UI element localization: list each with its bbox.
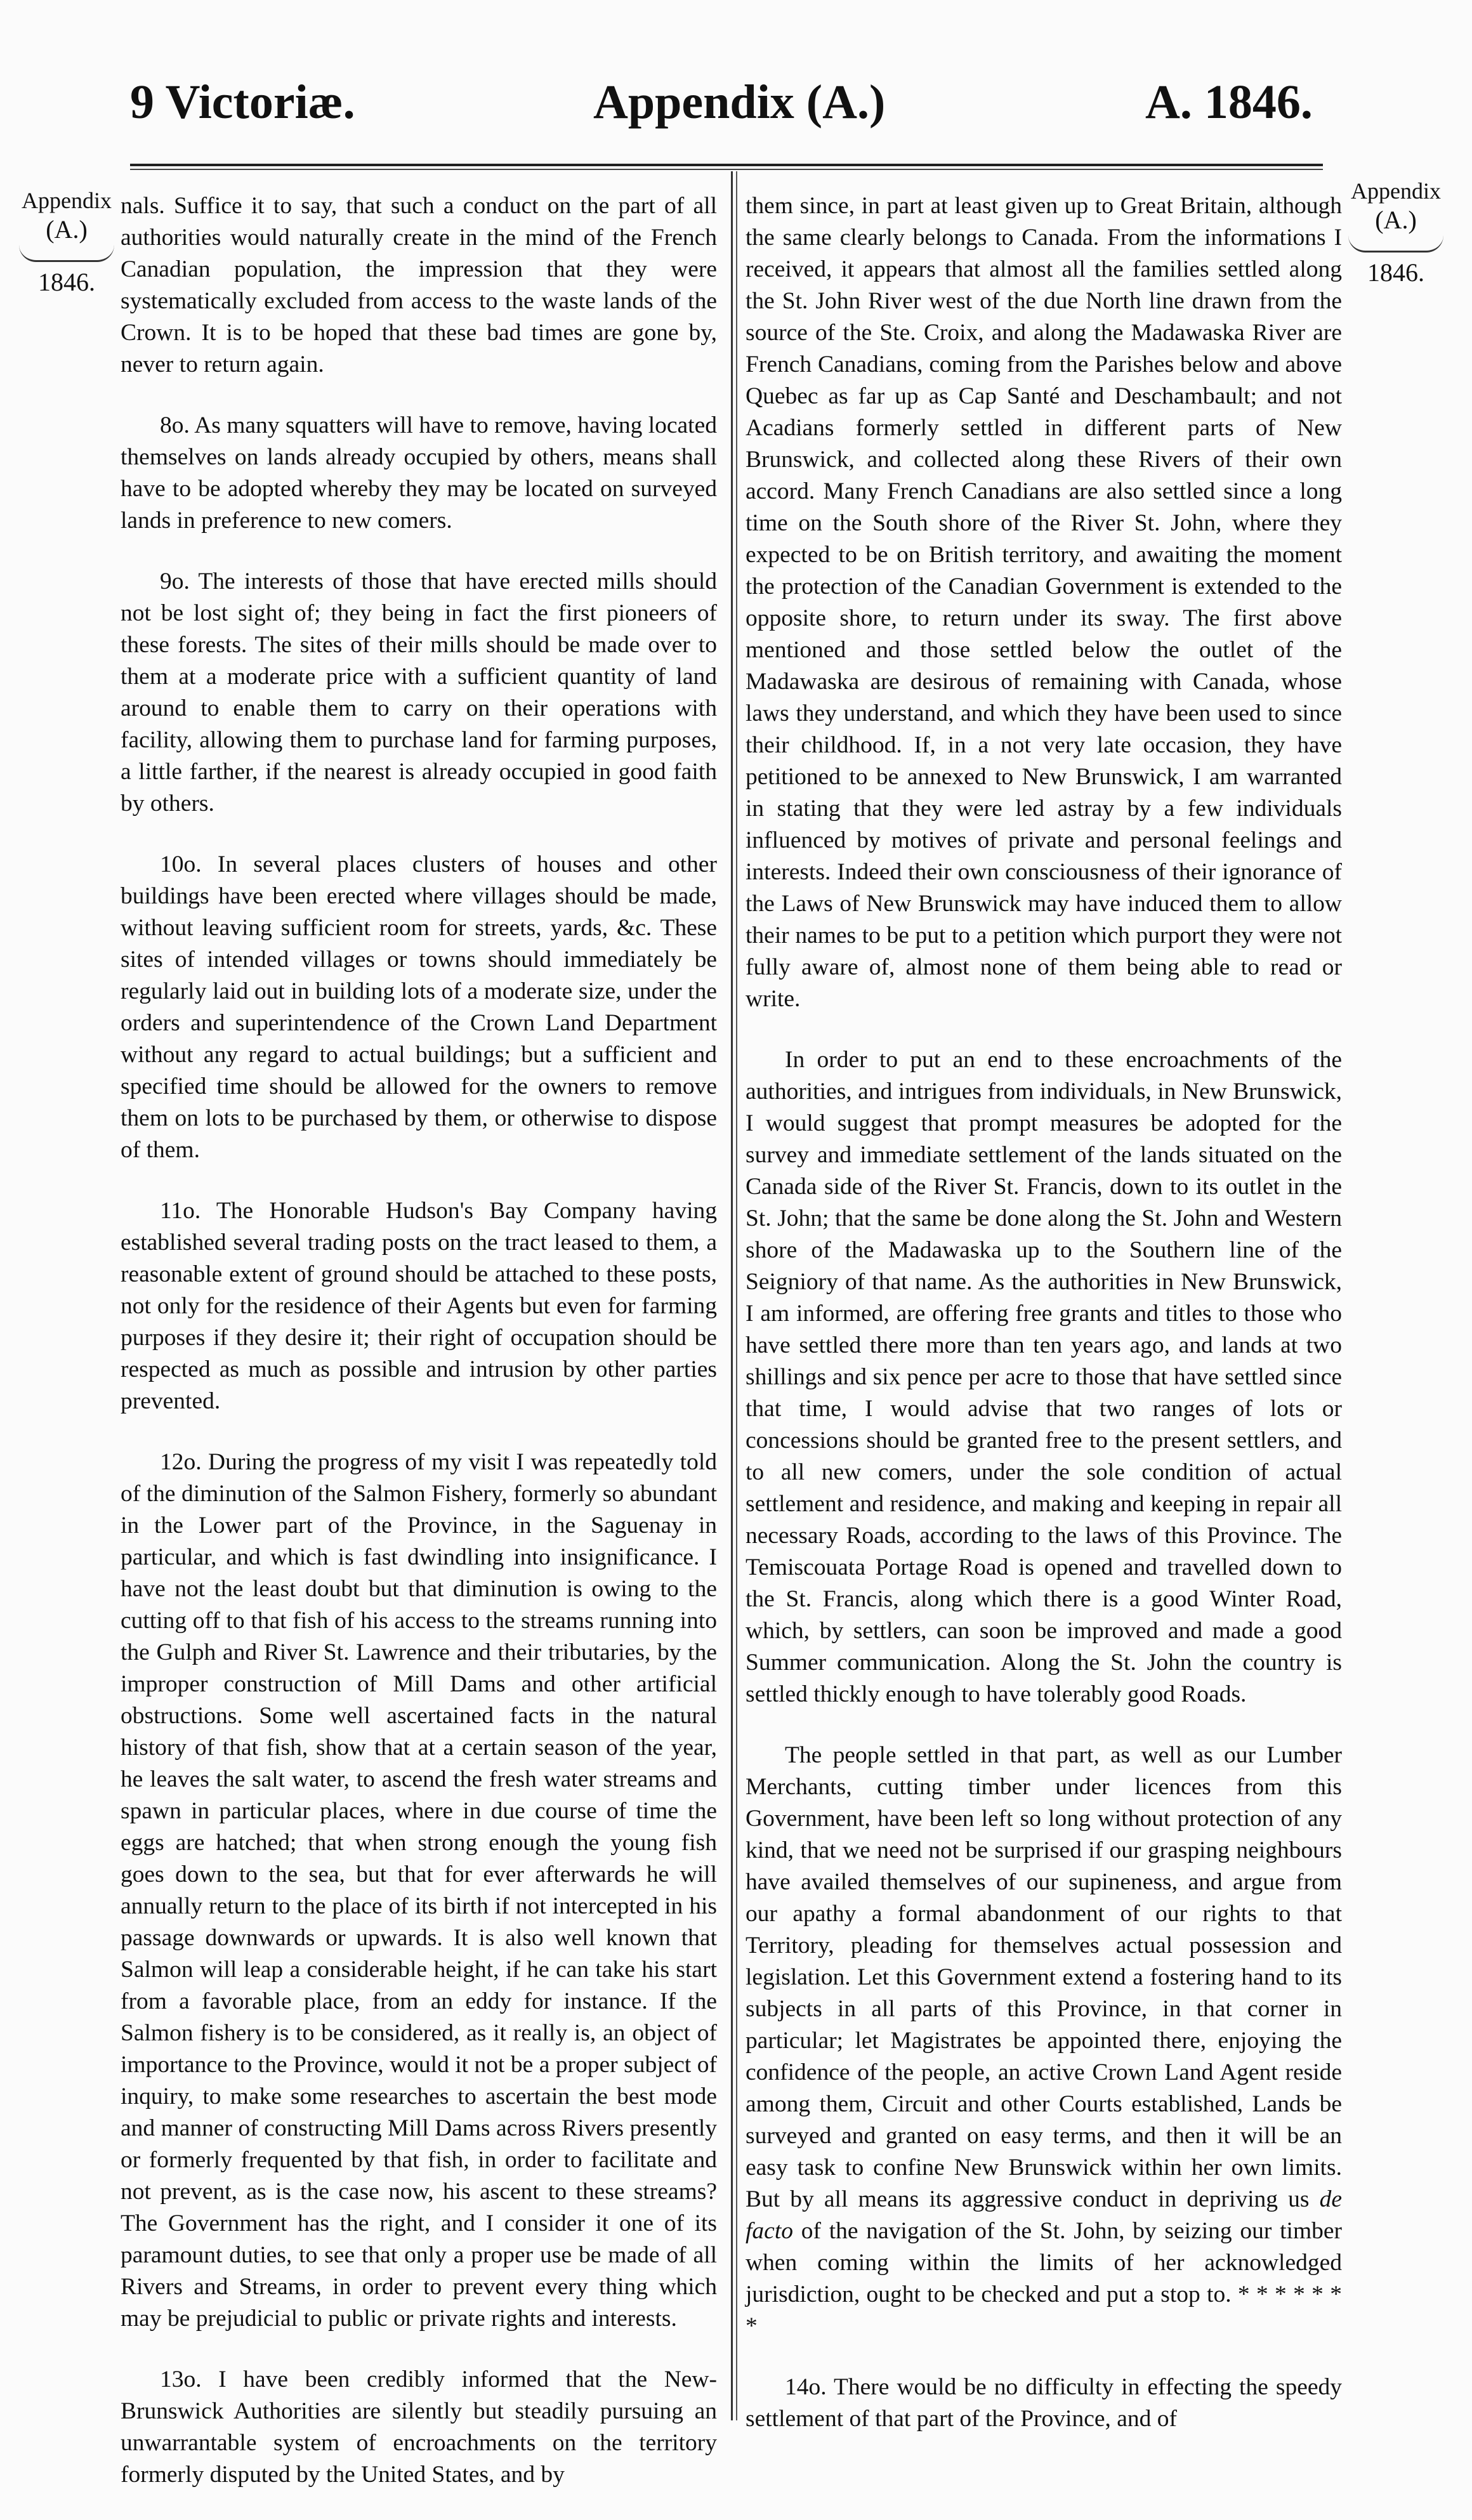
paragraph bbox=[746, 1740, 1342, 2342]
margin-note-right bbox=[1342, 178, 1450, 288]
left-column bbox=[121, 190, 717, 2520]
margin-note-appendix: Appendix bbox=[1351, 178, 1441, 204]
header-rule bbox=[130, 164, 1323, 166]
paragraph: 11o. The Honorable Hudson's Bay Company having established several trading posts on the tract leased to them, a reasonable extent of ground should be attached to these posts, not only for the residence of their Agents but even for farming purposes if they desire it; their right of occupation should be respected as much as possible and intrusion by other parties prevented. bbox=[121, 1198, 717, 1414]
margin-note-year: 1846. bbox=[38, 268, 95, 297]
column-divider bbox=[731, 171, 733, 2420]
paragraph: nals. Suffice it to say, that such a conduct on the part of all authorities would naturally create in the mind of the French Canadian population, the impression that they were systematically excluded from access to the waste lands of the Crown. It is to be hoped that these bad times are gone by, never to return again. bbox=[121, 193, 717, 377]
paragraph: 13o. I have been credibly informed that the New-Brunswick Authorities are silently but steadily pursuing an unwarrantable system of encroachments on the territory formerly disputed by the United States, and by bbox=[121, 2366, 717, 2488]
margin-note-year: 1846. bbox=[1367, 258, 1424, 287]
paragraph: In order to put an end to these encroachments of the authorities, and intrigues from individuals, in New Brunswick, I would suggest that prompt measures be adopted for the survey and immediate settlement of the lands situated on the Canada side of the River St. Francis, down to its outlet in the St. John; that the same be done along the St. John and Western shore of the Madawaska up to the Southern line of the Seigniory of that name. As the authorities in New Brunswick, I am informed, are offering free grants and titles to those who have settled there more than ten years ago, and lands at two shillings and six pence per acre to those that have settled since that time, I would advise that two ranges of lots or concessions should be granted free to the present settlers, and to all new comers, under the sole condition of actual settlement and residence, and making and keeping in repair all necessary Roads, according to the laws of this Province. The Temiscouata Portage Road is opened and travelled down to the St. Francis, along which there is a good Winter Road, which, by settlers, can soon be improved and made a good Summer communication. Along the St. John the country is settled thickly enough to have tolerably good Roads. bbox=[746, 1047, 1342, 1707]
paragraph: them since, in part at least given up to Great Britain, although the same clearly belongs to Canada. From the informations I received, it appears that almost all the families settled along the St. John River west of the due North line drawn from the source of the Ste. Croix, and along the Madawaska River are French Canadians, coming from the Parishes below and above Quebec as far up as Cap Santé and Deschambault; and not Acadians formerly settled in different parts of New Brunswick, and collected along these Rivers of their own accord. Many French Canadians are also settled since a long time on the South shore of the River St. John, where they expected to be on British territory, and awaiting the moment the protection of the Canadian Government is extended to the opposite shore, to return under its sway. The first above mentioned and those settled below the outlet of the Madawaska are desirous of remaining with Canada, whose laws they understand, and which they have been used to since their childhood. If, in a not very late occasion, they have petitioned to be annexed to New Brunswick, I am warranted in stating that they were led astray by a few individuals influenced by motives of private and personal feelings and interests. Indeed their own consciousness of their ignorance of the Laws of New Brunswick may have induced them to allow their names to be put to a petition which purport they were not fully aware of, almost none of them being able to read or write. bbox=[746, 193, 1342, 1012]
margin-brace bbox=[1348, 235, 1443, 253]
page-header-left: 9 Victoriæ. bbox=[130, 75, 355, 129]
margin-brace bbox=[19, 245, 114, 262]
page-header-right: A. 1846. bbox=[1145, 75, 1313, 129]
margin-note-appendix: Appendix bbox=[22, 188, 112, 213]
right-column bbox=[746, 190, 1342, 2464]
paragraph: 8o. As many squatters will have to remove, having located themselves on lands already occupied by others, means shall have to be adopted whereby they may be located on surveyed lands in preference to new comers. bbox=[121, 412, 717, 534]
margin-note-a: (A.) bbox=[1375, 206, 1417, 235]
page-header-title: Appendix (A.) bbox=[593, 75, 886, 129]
column-divider-thin bbox=[736, 171, 737, 2420]
margin-note-left bbox=[13, 187, 121, 298]
paragraph-text: The people settled in that part, as well as our Lumber Merchants, cutting timber under licences from this Government, have been left so long without protection of any kind, that we need not be surprised if our grasping neighbours have availed themselves of our supineness, and argue from our apathy a formal abandonment of our rights to that Territory, pleading for themselves actual possession and legislation. Let this Government extend a fostering hand to its subjects in all parts of this Province, in that corner in particular; let Magistrates be appointed there, enjoying the confidence of the people, an active Crown Land Agent reside among them, Circuit and other Courts established, Lands be surveyed and granted on easy terms, and then it will be an easy task to confine New Brunswick within her own limits. But by all means its aggressive conduct in depriving us bbox=[746, 1742, 1342, 2212]
italic-phrase: de facto bbox=[746, 2186, 1342, 2244]
paragraph: 12o. During the progress of my visit I was repeatedly told of the diminution of the Salmon Fishery, formerly so abundant in the Lower part of the Province, in the Saguenay in particular, and which is fast dwindling into insignificance. I have not the least doubt but that diminution is owing to the cutting off to that fish of his access to the streams running into the Gulph and River St. Lawrence and their tributaries, by the improper construction of Mill Dams and other artificial obstructions. Some well ascertained facts in the natural history of that fish, show that at a certain season of the year, he leaves the salt water, to ascend the fresh water streams and spawn in particular places, where in due course of time the eggs are hatched; that when strong enough the young fish goes down to the sea, but that for ever afterwards he will annually return to the place of its birth if not intercepted in his passage downwards or upwards. It is also well known that Salmon will leap a considerable height, if he can take his start from a favorable place, from an eddy for instance. If the Salmon fishery is to be considered, as it really is, an object of importance to the Province, would it not be a proper subject of inquiry, to make some researches to ascertain the best mode and manner of constructing Mill Dams across Rivers presently or formerly frequented by that fish, in order to facilitate and not prevent, as is the case now, his ascent to these streams? The Government has the right, and I consider it one of its paramount duties, to see that only a proper use be made of all Rivers and Streams, in order to prevent every thing which may be prejudicial to public or private rights and interests. bbox=[121, 1449, 717, 2332]
paragraph: 10o. In several places clusters of houses and other buildings have been erected where villages should be made, without leaving sufficient room for streets, yards, &c. These sites of intended villages or towns should immediately be regularly laid out in building lots of a moderate size, under the orders and superintendence of the Crown Land Department without any regard to actual buildings; but a sufficient and specified time should be allowed for the owners to remove them on lots to be purchased by them, or otherwise to dispose of them. bbox=[121, 851, 717, 1163]
paragraph-text: of the navigation of the St. John, by seizing our timber when coming within the limits of her acknowledged jurisdiction, ought to be checked and put a stop to. * * * * * * * bbox=[746, 2218, 1342, 2339]
paragraph: 14o. There would be no difficulty in effecting the speedy settlement of that part of the Province, and of bbox=[746, 2374, 1342, 2432]
margin-note-a: (A.) bbox=[46, 215, 88, 244]
paragraph: 9o. The interests of those that have erected mills should not be lost sight of; they being in fact the first pioneers of these forests. The sites of their mills should be made over to them at a moderate price with a sufficient quantity of land around to enable them to carry on their operations with facility, allowing them to purchase land for farming purposes, a little farther, if the nearest is already occupied in good faith by others. bbox=[121, 568, 717, 817]
header-rule-thin bbox=[130, 169, 1323, 170]
